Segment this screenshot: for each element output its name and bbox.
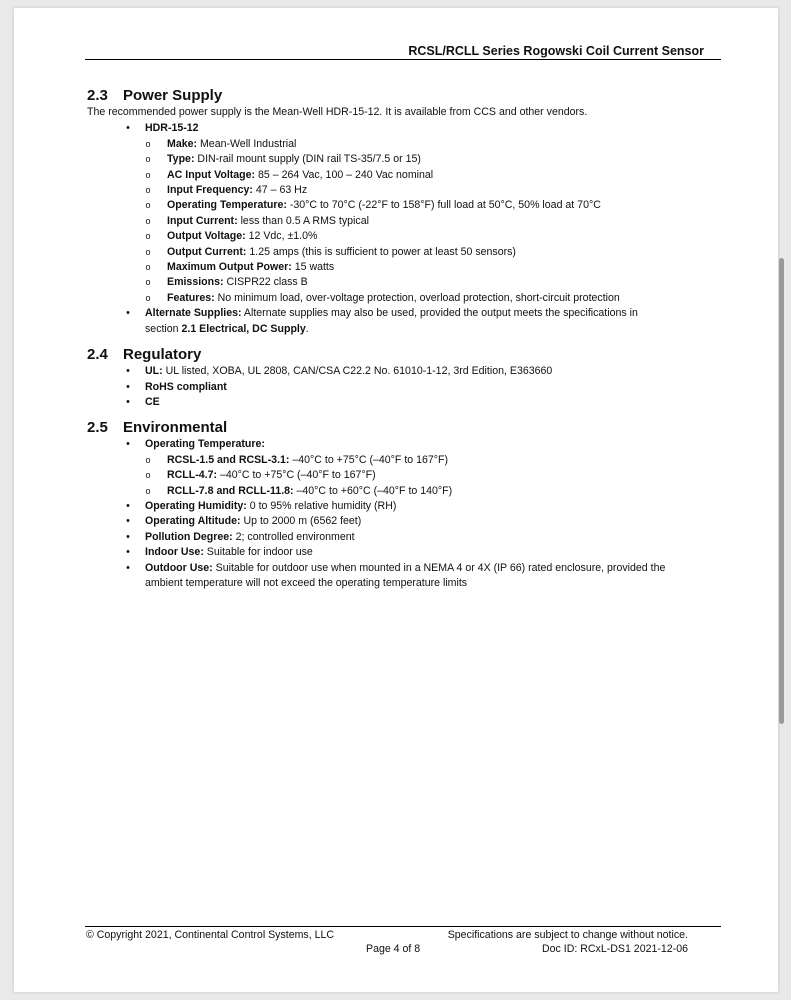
- spec-item: [87, 198, 717, 213]
- spec-item: [87, 291, 717, 306]
- bullet-icon: •: [126, 499, 130, 512]
- sub-bullet-icon: o: [145, 277, 151, 288]
- env-key: Pollution Degree:: [145, 530, 233, 543]
- list-item-hdr: [87, 121, 717, 136]
- sub-bullet-icon: o: [145, 292, 151, 303]
- bullet-icon: •: [126, 546, 130, 559]
- spec-item: [87, 229, 717, 244]
- section-title: Power Supply: [123, 87, 223, 104]
- env-value: Up to 2000 m (6562 feet): [240, 515, 362, 528]
- alt-end: .: [305, 322, 309, 335]
- outdoor-label: Outdoor Use:: [145, 561, 213, 574]
- rohs-text: RoHS compliant: [145, 380, 227, 393]
- spec-value: No minimum load, over-voltage protection, overload protection, short-circuit protection: [214, 291, 620, 304]
- spec-value: Mean-Well Industrial: [197, 137, 297, 150]
- sub-bullet-icon: o: [145, 169, 151, 180]
- page-content: [87, 87, 717, 591]
- spec-item: [87, 214, 717, 229]
- env-key: Indoor Use:: [145, 546, 204, 559]
- sub-bullet-icon: o: [145, 138, 151, 149]
- temp-key: RCLL-4.7:: [167, 469, 218, 482]
- sub-bullet-icon: o: [145, 215, 151, 226]
- temp-item: [87, 453, 717, 468]
- list-item-rohs: [87, 380, 717, 395]
- spec-key: Input Current:: [167, 214, 238, 227]
- spec-value: 1.25 amps (this is sufficient to power at least 50 sensors): [246, 245, 516, 258]
- spec-key: Type:: [167, 153, 195, 166]
- header-rule: [85, 59, 721, 60]
- spec-value: 12 Vdc, ±1.0%: [245, 230, 318, 243]
- ul-text: UL listed, XOBA, UL 2808, CAN/CSA C22.2 No. 61010-1-12, 3rd Edition, E363660: [162, 365, 553, 378]
- footer-doc-id: Doc ID: RCxL-DS1 2021-12-06: [541, 943, 688, 955]
- outdoor-text2: ambient temperature will not exceed the operating temperature limits: [145, 576, 468, 589]
- spec-value: CISPR22 class B: [223, 276, 308, 289]
- spec-value: less than 0.5 A RMS typical: [237, 214, 369, 227]
- spec-key: AC Input Voltage:: [167, 168, 256, 181]
- alt-text: Alternate supplies may also be used, provided the output meets the specifications in: [241, 307, 638, 320]
- temp-value: –40°C to +75°C (–40°F to 167°F): [289, 453, 449, 466]
- section-title: Regulatory: [123, 346, 202, 364]
- spec-key: Output Voltage:: [167, 230, 246, 243]
- bullet-icon: •: [126, 365, 130, 378]
- temp-key: RCSL-1.5 and RCSL-3.1:: [167, 453, 290, 466]
- spec-item: [87, 152, 717, 167]
- document-page: [14, 8, 778, 992]
- alt-continuation: [145, 322, 717, 337]
- list-item-alternate-supplies: [87, 306, 717, 337]
- spec-key: Operating Temperature:: [167, 199, 287, 212]
- bullet-icon: •: [126, 395, 130, 408]
- op-temp-label: Operating Temperature:: [145, 438, 265, 451]
- sub-bullet-icon: o: [145, 262, 151, 273]
- sub-bullet-icon: o: [145, 231, 151, 242]
- sub-bullet-icon: o: [145, 485, 151, 496]
- spec-value: 85 – 264 Vac, 100 – 240 Vac nominal: [255, 168, 434, 181]
- spec-item: [87, 275, 717, 290]
- section-title: Environmental: [123, 419, 228, 437]
- spec-value: 47 – 63 Hz: [252, 184, 308, 197]
- sub-bullet-icon: o: [145, 185, 151, 196]
- spec-key: Output Current:: [167, 245, 247, 258]
- outdoor-text: Suitable for outdoor use when mounted in a NEMA 4 or 4X (IP 66) rated enclosure, provided the: [212, 561, 666, 574]
- list-item-ul: [87, 364, 717, 379]
- vertical-scrollbar[interactable]: [779, 258, 784, 724]
- power-list: [87, 121, 717, 337]
- section-heading-environmental: [87, 419, 717, 437]
- env-item: [87, 514, 717, 529]
- env-item: [87, 545, 717, 560]
- spec-key: Input Frequency:: [167, 184, 253, 197]
- sub-bullet-icon: o: [145, 200, 151, 211]
- temp-value: –40°C to +75°C (–40°F to 167°F): [217, 469, 376, 482]
- section-number: 2.3: [87, 87, 108, 104]
- bullet-icon: •: [126, 380, 130, 393]
- spec-item: [87, 168, 717, 183]
- temp-value: –40°C to +60°C (–40°F to 140°F): [293, 484, 453, 497]
- spec-item: [87, 137, 717, 152]
- sub-bullet-icon: o: [145, 470, 151, 481]
- section-heading-power-supply: [87, 87, 717, 105]
- sub-bullet-icon: o: [145, 246, 151, 257]
- item-name: HDR-15-12: [145, 122, 199, 135]
- spec-key: Emissions:: [167, 276, 224, 289]
- env-value: 2; controlled environment: [232, 530, 355, 543]
- environmental-list: [87, 437, 717, 591]
- bullet-icon: •: [126, 561, 130, 574]
- alt-text2: section: [145, 322, 182, 335]
- alt-ref: 2.1 Electrical, DC Supply: [181, 322, 306, 335]
- spec-value: DIN-rail mount supply (DIN rail TS-35/7.5 or 15): [194, 153, 421, 166]
- spec-item: [87, 245, 717, 260]
- env-key: Operating Altitude:: [145, 515, 241, 528]
- list-item-operating-temperature: [87, 437, 717, 452]
- header-title: RCSL/RCLL Series Rogowski Coil Current Sensor: [408, 44, 704, 58]
- ul-label: UL:: [145, 365, 163, 378]
- bullet-icon: •: [126, 122, 130, 135]
- env-key: Operating Humidity:: [145, 499, 247, 512]
- section-heading-regulatory: [87, 346, 717, 364]
- ce-text: CE: [145, 395, 160, 408]
- footer-page-number: Page 4 of 8: [366, 943, 421, 955]
- bullet-icon: •: [126, 438, 130, 451]
- power-intro: The recommended power supply is the Mean-Well HDR-15-12. It is available from CCS and other vendors.: [87, 106, 588, 118]
- temp-item: [87, 484, 717, 499]
- section-number: 2.4: [87, 346, 108, 364]
- temp-item: [87, 468, 717, 483]
- spec-value: 15 watts: [291, 261, 335, 274]
- regulatory-list: [87, 364, 717, 410]
- footer-spec-notice: Specifications are subject to change without notice.: [447, 929, 688, 941]
- section-number: 2.5: [87, 419, 108, 437]
- footer-copyright: © Copyright 2021, Continental Control Systems, LLC: [86, 929, 335, 941]
- list-item-ce: [87, 395, 717, 410]
- footer-rule: [85, 926, 721, 927]
- spec-item: [87, 260, 717, 275]
- spec-key: Maximum Output Power:: [167, 261, 292, 274]
- bullet-icon: •: [126, 530, 130, 543]
- spec-item: [87, 183, 717, 198]
- spec-key: Features:: [167, 291, 215, 304]
- env-item: [87, 530, 717, 545]
- alt-label: Alternate Supplies:: [145, 307, 242, 320]
- env-item: [87, 499, 717, 514]
- bullet-icon: •: [126, 515, 130, 528]
- list-item-outdoor-use: [87, 561, 717, 592]
- env-value: 0 to 95% relative humidity (RH): [246, 499, 397, 512]
- sub-bullet-icon: o: [145, 454, 151, 465]
- sub-bullet-icon: o: [145, 154, 151, 165]
- spec-value: -30°C to 70°C (-22°F to 158°F) full load at 50°C, 50% load at 70°C: [286, 199, 601, 212]
- env-value: Suitable for indoor use: [203, 546, 313, 559]
- temp-key: RCLL-7.8 and RCLL-11.8:: [167, 484, 294, 497]
- bullet-icon: •: [126, 307, 130, 320]
- spec-key: Make:: [167, 137, 198, 150]
